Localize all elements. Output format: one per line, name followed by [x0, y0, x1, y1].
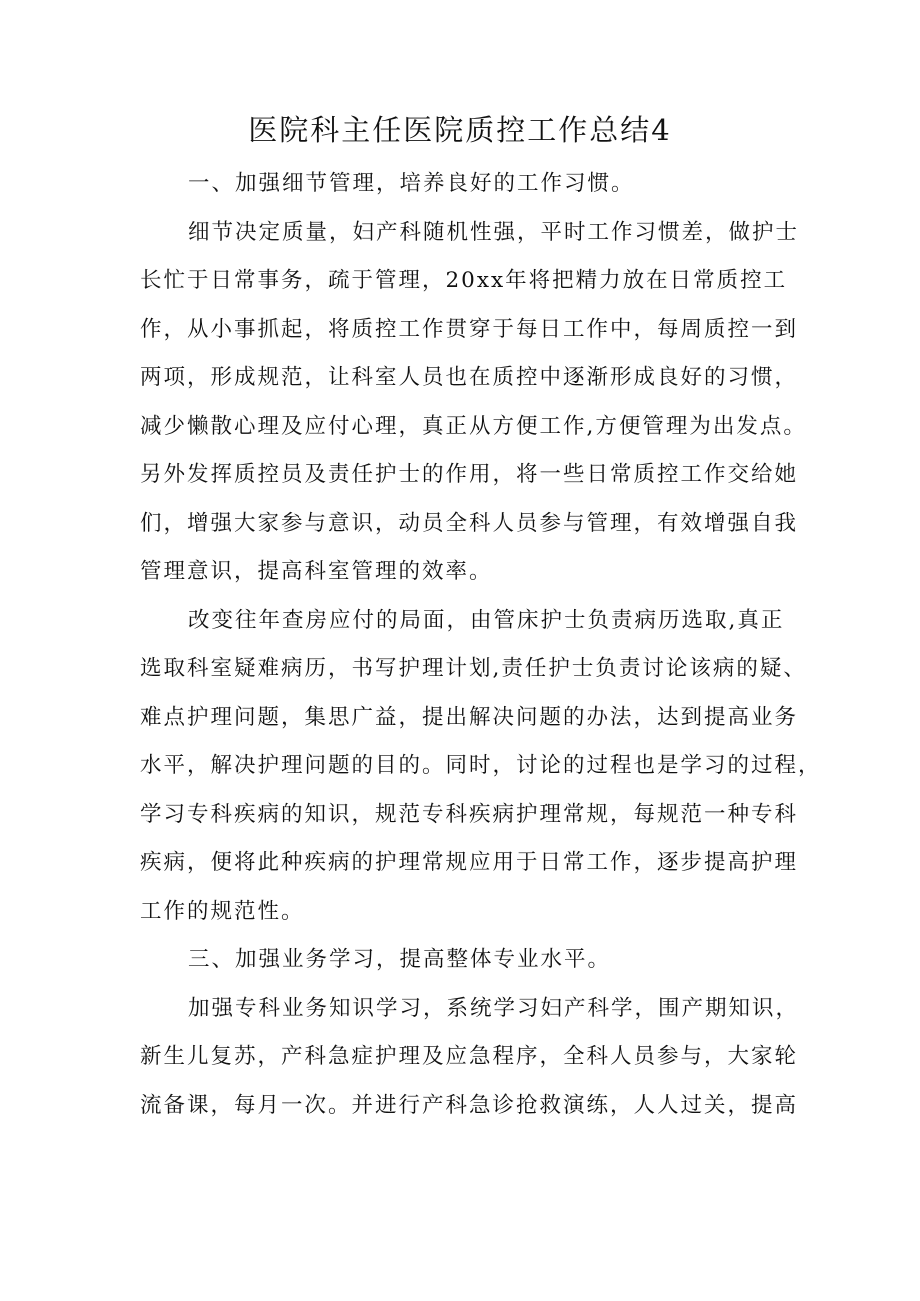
text-line: 一、加强细节管理，培养良好的工作习惯。 [188, 171, 635, 196]
body-paragraph-1 [140, 209, 807, 597]
text-line: 选取科室疑难病历，书写护理计划,责任护士负责讨论该病的疑、 [140, 656, 807, 681]
text-line: 三、加强业务学习，提高整体专业水平。 [188, 947, 612, 972]
text-line: 难点护理问题，集思广益，提出解决问题的办法，达到提高业务 [140, 704, 799, 730]
text-line: 两项，形成规范，让科室人员也在质控中逐渐形成良好的习惯， [140, 365, 799, 390]
text-line: 改变往年查房应付的局面，由管床护士负责病历选取,真正 [188, 607, 785, 633]
text-line: 减少懒散心理及应付心理，真正从方便工作,方便管理为出发点。 [140, 413, 807, 439]
text-line: 新生儿复苏，产科急症护理及应急程序，全科人员参与，大家轮 [140, 1044, 799, 1069]
text-line: 流备课，每月一次。并进行产科急诊抢救演练，人人过关，提高 [140, 1092, 799, 1118]
text-line: 管理意识，提高科室管理的效率。 [140, 559, 493, 584]
document-title: 医院科主任医院质控工作总结4 [248, 113, 672, 147]
section-heading-3 [140, 936, 790, 985]
text-line: 长忙于日常事务，疏于管理，20xx年将把精力放在日常质控工 [140, 268, 788, 293]
body-paragraph-2 [140, 597, 822, 937]
text-line: 们，增强大家参与意识，动员全科人员参与管理，有效增强自我 [140, 510, 799, 536]
text-line: 疾病，便将此种疾病的护理常规应用于日常工作，逐步提高护理 [140, 850, 799, 875]
section-heading-1 [140, 160, 790, 209]
text-line: 学习专科疾病的知识，规范专科疾病护理常规，每规范一种专科 [140, 801, 799, 827]
body-paragraph-3 [140, 985, 800, 1131]
text-line: 工作的规范性。 [140, 898, 305, 924]
text-line: 细节决定质量，妇产科随机性强，平时工作习惯差，做护士 [188, 219, 800, 245]
document-body [140, 160, 822, 1130]
text-line: 另外发挥质控员及责任护士的作用，将一些日常质控工作交给她 [140, 462, 799, 487]
text-line: 水平，解决护理问题的目的。同时，讨论的过程也是学习的过程， [140, 753, 822, 778]
text-line: 加强专科业务知识学习，系统学习妇产科学，围产期知识， [188, 995, 800, 1021]
text-line: 作，从小事抓起，将质控工作贯穿于每日工作中，每周质控一到 [140, 316, 799, 342]
